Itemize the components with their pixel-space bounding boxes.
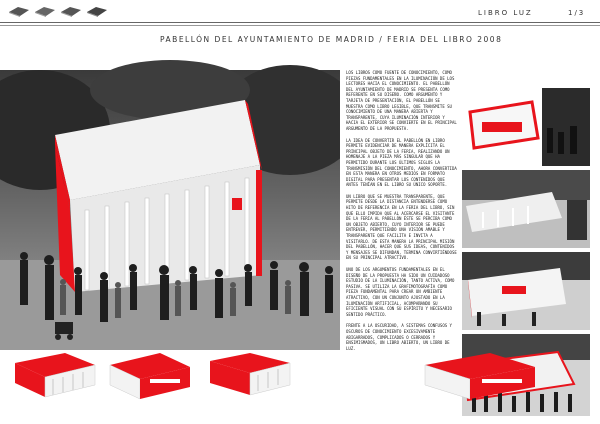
model-render-3 bbox=[205, 345, 295, 405]
pavilion-night-render bbox=[462, 88, 590, 166]
paragraph: LOS LIBROS COMO FUENTE DE CONOCIMIENTO, COMO PIEZAS FUNDAMENTALES EN LA ILUMINACIÓN DE LOS LECTORES HACIA EL CONOCIMIENTO. EL PABELLÓN DEL AYUNTAMIENTO DE MADRID SE PRESENTA COMO REFERENTE EN SU DISEÑO. COMO ARGUMENTO Y TARJETA DE PRESENTACIÓN, EL PABELLÓN SE MUESTRA COMO LIBRO LEGIBLE, QUE TRANSMITE SU CONOCIMIENTO DE UNA MANERA ABIERTA Y TRANSPARENTE, CUYA ILUMINACIÓN INTERIOR Y HACIA EL EXTERIOR SE CONVIERTE EN EL PRINCIPAL ARGUMENTO DE LA PROPUESTA. bbox=[346, 70, 457, 131]
model-render-2 bbox=[105, 345, 195, 405]
header-title: LIBRO LUZ bbox=[478, 9, 533, 17]
page-number: 1/3 bbox=[568, 9, 586, 17]
page-subtitle: PABELLÓN DEL AYUNTAMIENTO DE MADRID / FERIA DEL LIBRO 2008 bbox=[160, 35, 503, 44]
header-rule bbox=[0, 25, 600, 26]
description-text bbox=[346, 70, 458, 357]
book-icon bbox=[8, 6, 30, 18]
pavilion-interior-render bbox=[462, 170, 590, 248]
header-rule bbox=[0, 22, 600, 23]
pavilion-main-render bbox=[0, 60, 340, 350]
model-render-1 bbox=[10, 345, 100, 405]
paragraph: FRENTE A LA OSCURIDAD, A SISTEMAS CONFUSOS Y OSCUROS DE CONOCIMIENTO EXCESIVAMENTE ABIGARRADOS, COMPLICADOS O CERRADOS Y ENSIMISMADOS, UN LIBRO ABIERTO, UN LIBRO DE LUZ. bbox=[346, 323, 452, 351]
paragraph: UNO DE LOS ARGUMENTOS FUNDAMENTALES EN EL DISEÑO DE LA PROPUESTA HA SIDO UN CUIDADOSO ESTUDIO DE LA ILUMINACIÓN, TANTO ACTIVA, COMO PASIVA. SE UTILIZA LA GRAFIMOTOGRAFÍA COMO PIEZA FUNDAMENTAL PARA CREAR UN AMBIENTE ATRACTIVO, CON UN CONJUNTO AJUSTADO EN LA ILUMINACIÓN ARTIFICIAL, ACOMPAÑANDO SU EFICIENTE VISUAL CON SU ESPÍRITU Y NECESARIO SENTIDO PRÁCTICO. bbox=[346, 267, 455, 317]
paragraph: LA IDEA DE CONVERTIR EL PABELLÓN EN LIBRO PERMITE EVIDENCIAR DE MANERA EXPLÍCITA EL PRINCIPAL OBJETO DE LA FERIA, REALIZANDO UN HOMENAJE A LA PIEZA MÁS SINGULAR QUE HA PERMITIDO DURANTE LOS ÚLTIMOS SIGLOS LA TRANSMISIÓN DEL CONOCIMIENTO, AHORA CONVERTIDA EN ESTA MANERA EN OTROS MEDIOS EN FORMATO DIGITAL PARA PRESENTAR LOS CONTENIDOS QUE ANTES TENÍAN EN EL LIBRO SU ÚNICO SOPORTE. bbox=[346, 137, 457, 188]
paragraph: UN LIBRO QUE SE MUESTRA TRANSPARENTE, QUE PERMITE DESDE LA DISTANCIA ENTENDERSE COMO HITO DE REFERENCIA EN LA FERIA DEL LIBRO, SIN QUE ELLO IMPIDA QUE AL ACERCARSE EL VISITANTE DE LA FERIA AL PABELLÓN ÉSTE SE PERCIBA COMO UN OBJETO ABIERTO, CUYO INTERIOR SE PUEDE ENTREVER, PERMITIENDO UNA VISIÓN AMABLE Y TRANSPARENTE QUE FACILITA E INVITA A VISITARLO. DE ESTA MANERA LA PRINCIPAL MISIÓN DEL PABELLÓN, HACER QUE SUS IDEAS, CONTENIDOS Y MENSAJES SE DIFUNDAN, TERMINA CONVIRTIÉNDOSE EN SU PRINCIPAL ATRACTIVO. bbox=[346, 193, 457, 261]
book-icon bbox=[60, 6, 82, 18]
book-icon bbox=[34, 6, 56, 18]
book-icon bbox=[86, 6, 108, 18]
pavilion-day-render bbox=[462, 252, 590, 330]
model-render-4 bbox=[420, 345, 540, 405]
